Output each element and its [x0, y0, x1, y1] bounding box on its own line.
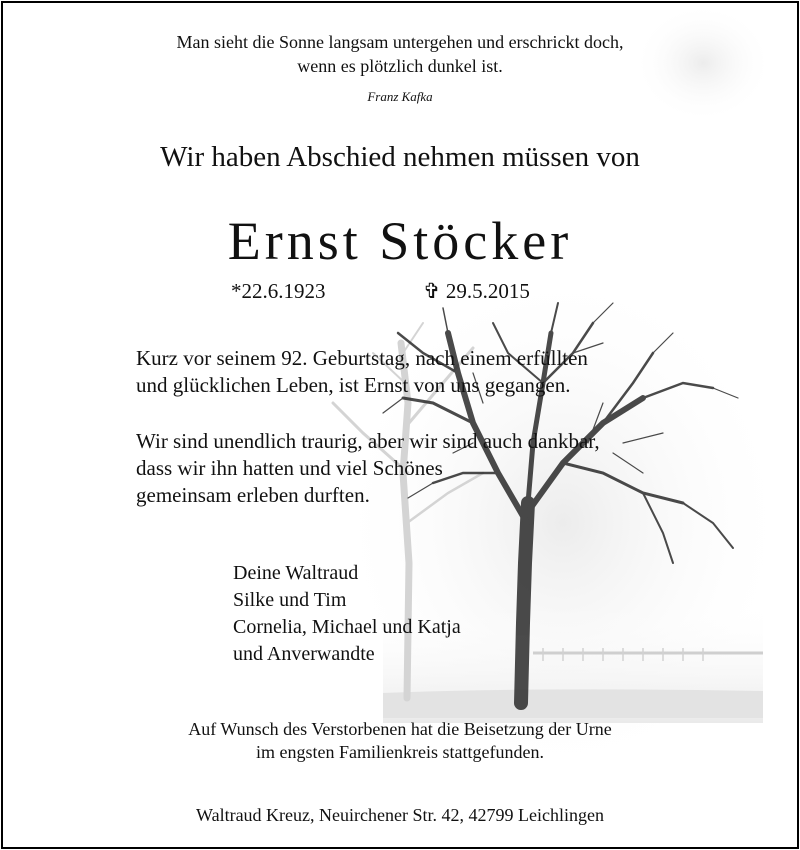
- birth-date: *22.6.1923: [231, 279, 326, 303]
- paragraph-2-line-3: gemeinsam erleben durften.: [136, 483, 370, 507]
- mourner-4: und Anverwandte: [233, 643, 375, 665]
- paragraph-1-line-1: Kurz vor seinem 92. Geburtstag, nach einem erfüllten: [136, 346, 588, 370]
- paragraph-2-line-1: Wir sind unendlich traurig, aber wir sind auch dankbar,: [136, 429, 600, 453]
- quote-line-1: Man sieht die Sonne langsam untergehen und erschrickt doch,: [176, 32, 624, 52]
- mourner-2: Silke und Tim: [233, 589, 347, 611]
- mourner-1: Deine Waltraud: [233, 562, 359, 584]
- death-date: ✞ 29.5.2015: [423, 279, 530, 303]
- obituary-notice: [1, 1, 799, 849]
- deceased-name: Ernst Stöcker: [227, 211, 573, 271]
- paragraph-1-line-2: und glücklichen Leben, ist Ernst von uns gegangen.: [136, 373, 571, 397]
- quote-author: Franz Kafka: [367, 89, 433, 104]
- burial-note-line-2: im engsten Familienkreis stattgefunden.: [256, 742, 544, 762]
- burial-note-line-1: Auf Wunsch des Verstorbenen hat die Beisetzung der Urne: [188, 719, 612, 739]
- mourner-3: Cornelia, Michael und Katja: [233, 616, 461, 638]
- family-address: Waltraud Kreuz, Neuirchener Str. 42, 42799 Leichlingen: [196, 805, 604, 825]
- intro-heading: Wir haben Abschied nehmen müssen von: [160, 141, 640, 173]
- paragraph-2-line-2: dass wir ihn hatten und viel Schönes: [136, 456, 443, 480]
- quote-line-2: wenn es plötzlich dunkel ist.: [297, 56, 503, 76]
